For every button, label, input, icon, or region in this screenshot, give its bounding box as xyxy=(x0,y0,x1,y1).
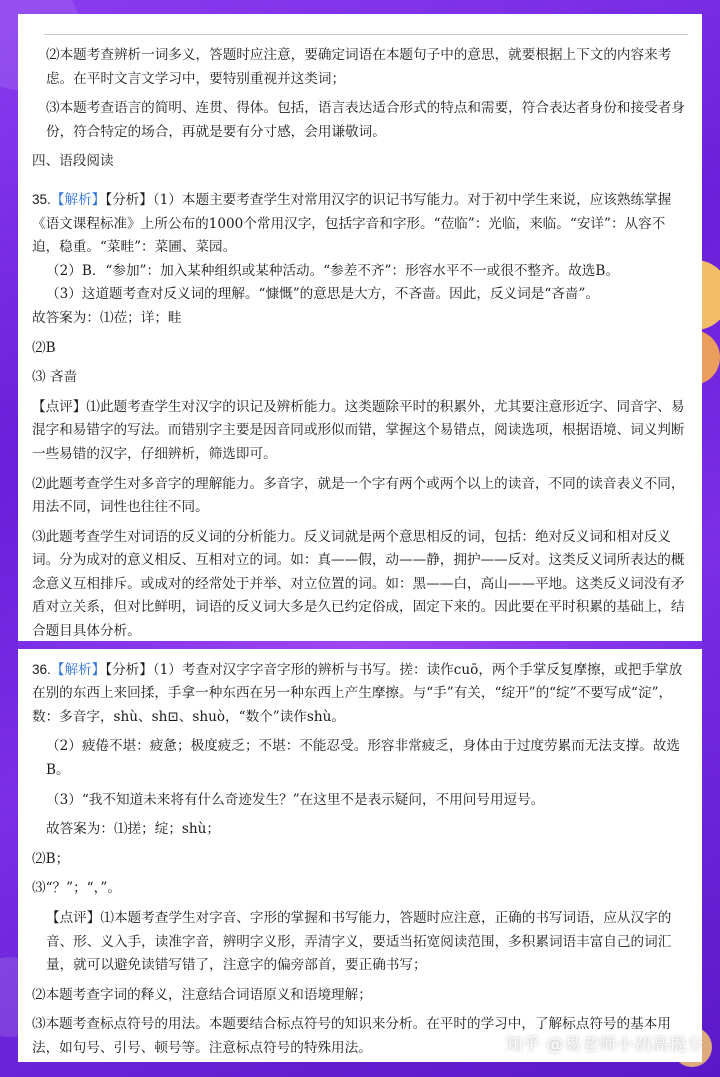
q36-analysis xyxy=(32,658,688,730)
top-divider xyxy=(44,34,688,35)
q35-analysis-text: 【分析】（1）本题主要考查学生对常用汉字的识记书写能力。对于初中学生来说，应该熟练掌握《语文课程标准》上所公布的1000个常用汉字，包括字音和字形。“莅临”：光临，来临。“安详”：从容不迫，稳重。“菜畦”：菜圃、菜园。 xyxy=(32,191,672,256)
q35-analysis xyxy=(32,188,688,260)
q36-comment-2: ⑵本题考查字词的释义，注意结合词语原义和语境理解； xyxy=(32,986,372,1003)
q36-answer-2: ⑵B； xyxy=(32,850,70,867)
document-body xyxy=(32,44,688,1061)
section-divider-band xyxy=(18,641,702,649)
document-page xyxy=(18,14,702,1062)
q35-answer-3: ⑶ 吝啬 xyxy=(32,369,78,386)
q36-part-3: （3）“我不知道未来将有什么奇迹发生？”在这里不是表示疑问，不用问号用逗号。 xyxy=(46,791,545,808)
q35-answer-2: ⑵B xyxy=(32,339,56,356)
q36-comment-1: 【点评】⑴本题考查学生对字音、字形的掌握和书写能力，答题时应注意，正确的书写词语，应从汉字的音、形、义入手，读准字音，辨明字义形，弄清字义，要适当拓宽阅读范围，多积累词语丰富自己的词汇量，就可以避免读错写错了，注意字的偏旁部首，要正确书写； xyxy=(46,910,672,974)
question-number: 36. xyxy=(32,661,51,677)
paragraph-note-2: ⑵本题考查辨析一词多义，答题时应注意，要确定词语在本题句子中的意思，就要根据上下文的内容来考虑。在平时文言文学习中，要特别重视并这类词； xyxy=(46,47,672,87)
q35-answer: 故答案为：⑴莅；详；畦 xyxy=(32,309,182,326)
q35-part-2: （2）B．“参加”：加入某种组织或某种活动。“参差不齐”：形容水平不一或很不整齐。故选B。 xyxy=(46,262,619,279)
q36-part-2: （2）疲倦不堪：疲惫；极度疲乏；不堪：不能忍受。形容非常疲乏，身体由于过度劳累而无法支撑。故选B。 xyxy=(46,738,680,779)
analysis-tag: 【解析】 xyxy=(50,661,106,678)
analysis-tag: 【解析】 xyxy=(50,191,106,208)
section-heading: 四、语段阅读 xyxy=(32,153,114,170)
question-number: 35. xyxy=(32,191,51,207)
q36-comment-3: ⑶本题考查标点符号的用法。本题要结合标点符号的知识来分析。在平时的学习中，了解标点符号的基本用法，如句号、引号、顿号等。注意标点符号的特殊用法。 xyxy=(32,1016,671,1056)
q35-comment-3: ⑶此题考查学生对词语的反义词的分析能力。反义词就是两个意思相反的词，包括：绝对反义词和相对反义词。分为成对的意义相反、互相对立的词。如：真——假，动——静，拥护——反对。这类反义词所表达的概念意义互相排斥。或成对的经常处于并举、对立位置的词。如：黑——白，高山——平地。这类反义词没有矛盾对立关系，但对比鲜明，词语的反义词大多是久已约定俗成，固定下来的。因此要在平时积累的基础上，结合题目具体分析。 xyxy=(32,528,685,640)
q35-part-3: （3）这道题考查对反义词的理解。“慷慨”的意思是大方，不吝啬。因此，反义词是“吝啬”。 xyxy=(46,286,600,303)
q36-answer: 故答案为：⑴搓；绽；shù； xyxy=(46,821,221,838)
q35-comment-1: 【点评】⑴此题考查学生对汉字的识记及辨析能力。这类题除平时的积累外，尤其要注意形近字、同音字、易混字和易错字的写法。而错别字主要是因音同或形似而错，掌握这个易错点，阅读选项，根据语境、词义判断一些易错的汉字，仔细辨析，筛选即可。 xyxy=(32,398,685,462)
q36-answer-3: ⑶“？”；“，”。 xyxy=(32,880,121,897)
q36-analysis-text: 【分析】（1）考查对汉字字音字形的辨析与书写。搓：读作cuō，两个手掌反复摩擦，或把手掌放在别的东西上来回揉，手拿一种东西在另一种东西上产生摩擦。与“手”有关，“绽开”的“绽”不要写成“淀”，数：多音字，shù、sh⊡、shuò，“数个”读作shù。 xyxy=(32,661,683,725)
q35-comment-2: ⑵此题考查学生对多音字的理解能力。多音字，就是一个字有两个或两个以上的读音，不同的读音表义不同，用法不同，词性也往往不同。 xyxy=(32,475,685,516)
watermark: 知乎 @易老师小初高提分 xyxy=(505,1035,704,1055)
paragraph-note-3: ⑶本题考查语言的简明、连贯、得体。包括，语言表达适合形式的特点和需要，符合表达者身份和接受者身份，符合特定的场合，再就是要有分寸感，会用谦敬词。 xyxy=(46,100,685,140)
